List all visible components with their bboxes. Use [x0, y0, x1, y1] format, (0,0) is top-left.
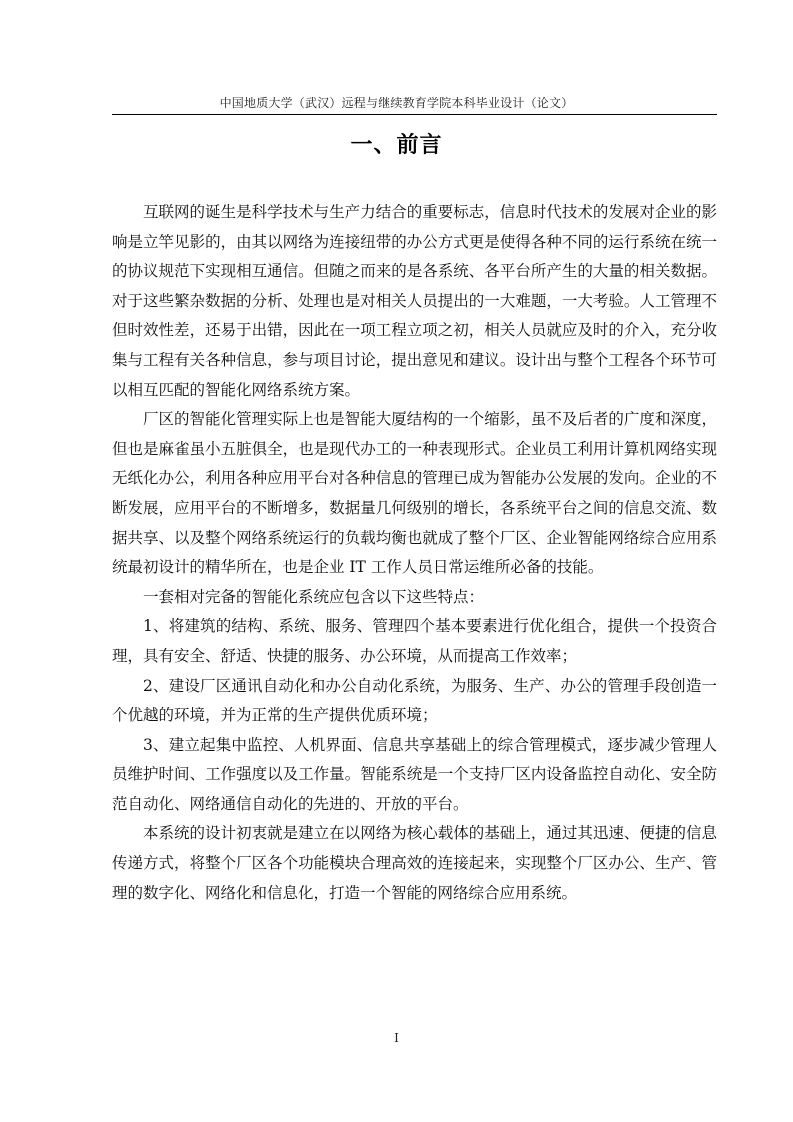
paragraph-features-lead: 一套相对完备的智能化系统应包含以下这些特点： [143, 587, 485, 606]
paragraph-factory: 厂区的智能化管理实际上也是智能大厦结构的一个缩影，虽不及后者的广度和深度，但也是麻雀虽小五脏俱全，也是现代办工的一种表现形式。企业员工利用计算机网络实现无纸化办公，利用各种应用平台对各种信息的管理已成为智能办公发展的发向。企业的不断发展，应用平台的不断增多，数据量几何级别的增长，各系统平台之间的信息交流、数据共享、以及整个网络系统运行的负载均衡也就成了整个厂区、企业智能网络综合应用系统最初设计的精华所在，也是企业 IT 工作人员日常运维所必备的技能。 [112, 410, 717, 577]
feature-item-2: 2、建设厂区通讯自动化和办公自动化系统，为服务、生产、办公的管理手段创造一个优越的环境，并为正常的生产提供优质环境； [112, 676, 717, 725]
feature-item-1: 1、将建筑的结构、系统、服务、管理四个基本要素进行优化组合，提供一个投资合理，具有安全、舒适、快捷的服务、办公环境，从而提高工作效率； [112, 617, 717, 665]
section-title: 一、前言 [350, 132, 443, 158]
running-header: 中国地质大学（武汉）远程与继续教育学院本科毕业设计（论文） [219, 96, 574, 110]
feature-item-3: 3、建立起集中监控、人机界面、信息共享基础上的综合管理模式，逐步减少管理人员维护时间、工作强度以及工作量。智能系统是一个支持厂区内设备监控自动化、安全防范自动化、网络通信自动化的先进的、开放的平台。 [112, 735, 717, 813]
paragraph-conclusion: 本系统的设计初衷就是建立在以网络为核心载体的基础上，通过其迅速、便捷的信息传递方式，将整个厂区各个功能模块合理高效的连接起来，实现整个厂区办公、生产、管理的数字化、网络化和信息化，打造一个智能的网络综合应用系统。 [112, 824, 717, 902]
paragraph-intro: 互联网的诞生是科学技术与生产力结合的重要标志，信息时代技术的发展对企业的影响是立竿见影的，由其以网络为连接纽带的办公方式更是使得各种不同的运行系统在统一的协议规范下实现相互通信。但随之而来的是各系统、各平台所产生的大量的相关数据。对于这些繁杂数据的分析、处理也是对相关人员提出的一大难题，一大考验。人工管理不但时效性差，还易于出错，因此在一项工程立项之初，相关人员就应及时的介入，充分收集与工程有关各种信息，参与项目讨论，提出意见和建议。设计出与整个工程各个环节可以相互匹配的智能化网络系统方案。 [112, 203, 717, 399]
page-number: I [394, 1031, 399, 1045]
body-text [112, 198, 717, 908]
header-rule [112, 114, 717, 115]
